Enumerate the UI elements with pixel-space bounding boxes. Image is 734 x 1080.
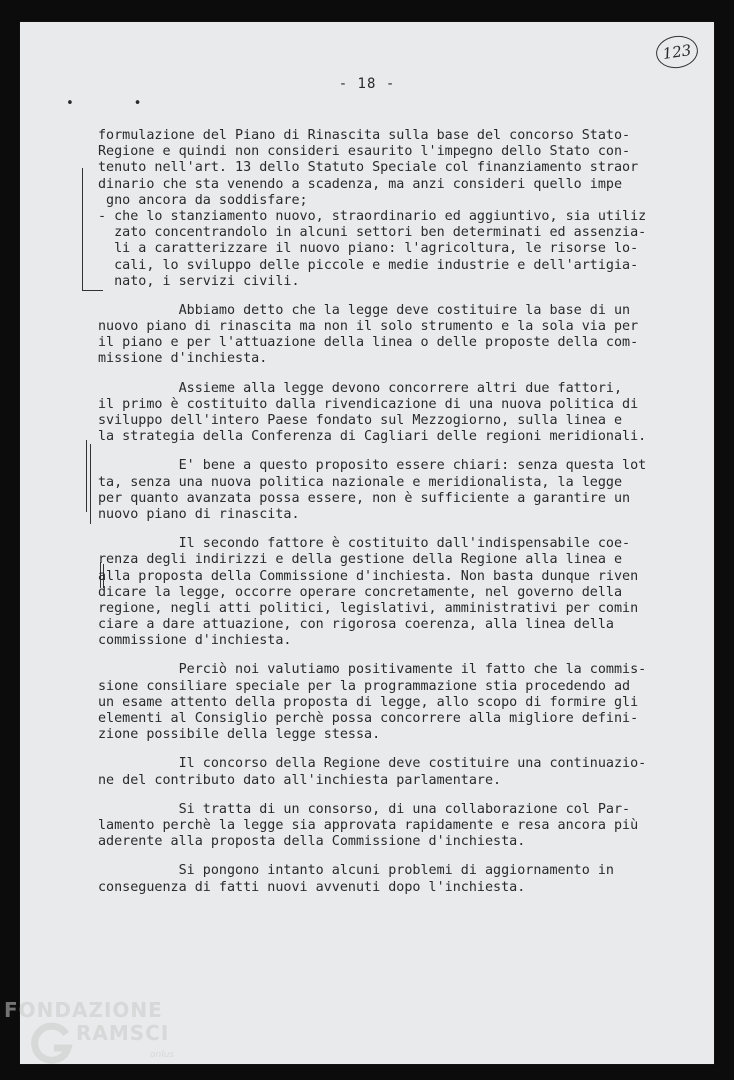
text-line: il primo è costituito dalla rivendicazione di una nuova politica di bbox=[98, 396, 639, 412]
text-line: il piano e per l'attuazione della linea o delle proposte della com- bbox=[98, 335, 639, 351]
text-line: renza degli indirizzi e della gestione della Regione alla linea e bbox=[98, 552, 623, 568]
text-line: conseguenza di fatti nuovi avvenuti dopo l'inchiesta. bbox=[98, 879, 526, 895]
text-line: la strategia della Conferenza di Cagliari delle regioni meridionali. bbox=[98, 429, 647, 445]
paragraph-gap bbox=[98, 523, 698, 536]
text-line: elementi al Consiglio perchè possa concorrere alla migliore defini- bbox=[98, 711, 639, 726]
text-line: aderente alla proposta della Commissione d'inchiesta. bbox=[98, 834, 526, 850]
text-line: nuovo piano di rinascita ma non il solo strumento e la sola via per bbox=[98, 319, 639, 335]
text-line: formulazione del Piano di Rinascita sulla base del concorso Stato- bbox=[98, 128, 631, 143]
paragraph-gap bbox=[98, 789, 698, 802]
text-line: Perciò noi valutiamo positivamente il fatto che la commis- bbox=[98, 662, 647, 678]
text-line: gno ancora da soddisfare; bbox=[98, 192, 308, 208]
text-line: Si pongono intanto alcuni problemi di aggiornamento in bbox=[98, 863, 614, 879]
text-line: Abbiamo detto che la legge deve costituire la base di un bbox=[98, 302, 631, 318]
page-number: - 18 - bbox=[338, 76, 396, 92]
paragraph-gap bbox=[98, 290, 698, 303]
text-line: un esame attento della proposta di legge, allo scopo di formire gli bbox=[98, 694, 639, 710]
watermark-line1: FONDAZIONE bbox=[4, 998, 163, 1022]
document-page bbox=[20, 22, 714, 1064]
text-line: - che lo stanziamento nuovo, straordinario ed aggiuntivo, sia utiliz bbox=[98, 208, 647, 224]
text-line: ciare a dare attuazione, con rigorosa coerenza, alla linea della bbox=[98, 617, 614, 633]
text-line: sione consiliare speciale per la programmazione stia procedendo ad bbox=[98, 678, 631, 694]
watermark-line2: RAMSCI bbox=[76, 1021, 170, 1045]
paragraph-gap bbox=[98, 445, 698, 458]
paragraph-gap bbox=[98, 649, 698, 662]
text-line: Si tratta di un consorso, di una collaborazione col Par- bbox=[98, 801, 631, 817]
margin-line-mark bbox=[86, 440, 87, 512]
paragraph-gap bbox=[98, 850, 698, 863]
text-line: lamento perchè la legge sia approvata rapidamente e resa ancora più bbox=[98, 817, 639, 833]
gramsci-g-logo-icon bbox=[30, 1022, 74, 1066]
margin-line-mark bbox=[90, 444, 91, 524]
text-line: per quanto avanzata possa essere, non è sufficiente a garantire un bbox=[98, 490, 631, 506]
text-line: zione possibile della legge stessa. bbox=[98, 727, 381, 743]
text-line: regione, negli atti politici, legislativi, amministrativi per comin bbox=[98, 600, 639, 616]
text-line: Regione e quindi non consideri esaurito l'impegno dello Stato con- bbox=[98, 144, 631, 160]
typed-body-text bbox=[98, 128, 698, 896]
text-line: nato, i servizi civili. bbox=[98, 273, 300, 289]
text-line: E' bene a questo proposito essere chiari: senza questa lot bbox=[98, 458, 647, 474]
text-line: dinario che sta venendo a scadenza, ma anzi consideri quello impe bbox=[98, 176, 623, 192]
text-line: dicare la legge, occorre operare concretamente, nel governo della bbox=[98, 584, 623, 600]
watermark-line3: onlus bbox=[150, 1050, 175, 1060]
text-line: missione d'inchiesta. bbox=[98, 351, 268, 367]
text-line: ne del contributo dato all'inchiesta parlamentare. bbox=[98, 772, 502, 788]
text-line: alla proposta della Commissione d'inchiesta. Non basta dunque riven bbox=[98, 568, 639, 584]
text-line: ta, senza una nuova politica nazionale e meridionalista, la legge bbox=[98, 474, 623, 490]
paragraph-gap bbox=[98, 368, 698, 381]
text-line: sviluppo dell'intero Paese fondato sul Mezzogiorno, sulla linea e bbox=[98, 413, 623, 428]
archive-page-number: 123 bbox=[654, 33, 700, 71]
text-line: cali, lo sviluppo delle piccole e medie industrie e dell'artigia- bbox=[98, 257, 639, 273]
text-line: zato concentrandolo in alcuni settori ben determinati ed assenzia- bbox=[98, 225, 647, 241]
fondazione-gramsci-watermark bbox=[4, 998, 184, 1076]
margin-dots: • • bbox=[66, 96, 168, 111]
text-line: tenuto nell'art. 13 dello Statuto Speciale col finanziamento straor bbox=[98, 160, 639, 176]
text-line: commissione d'inchiesta. bbox=[98, 633, 292, 649]
paragraph-gap bbox=[98, 743, 698, 756]
text-line: Il secondo fattore è costituito dall'indispensabile coe- bbox=[98, 536, 631, 552]
text-line: li a caratterizzare il nuovo piano: l'agricoltura, le risorse lo- bbox=[98, 241, 639, 257]
text-line: Assieme alla legge devono concorrere altri due fattori, bbox=[98, 380, 623, 396]
text-line: Il concorso della Regione deve costituire una continuazio- bbox=[98, 756, 647, 772]
text-line: nuovo piano di rinascita. bbox=[98, 506, 300, 522]
